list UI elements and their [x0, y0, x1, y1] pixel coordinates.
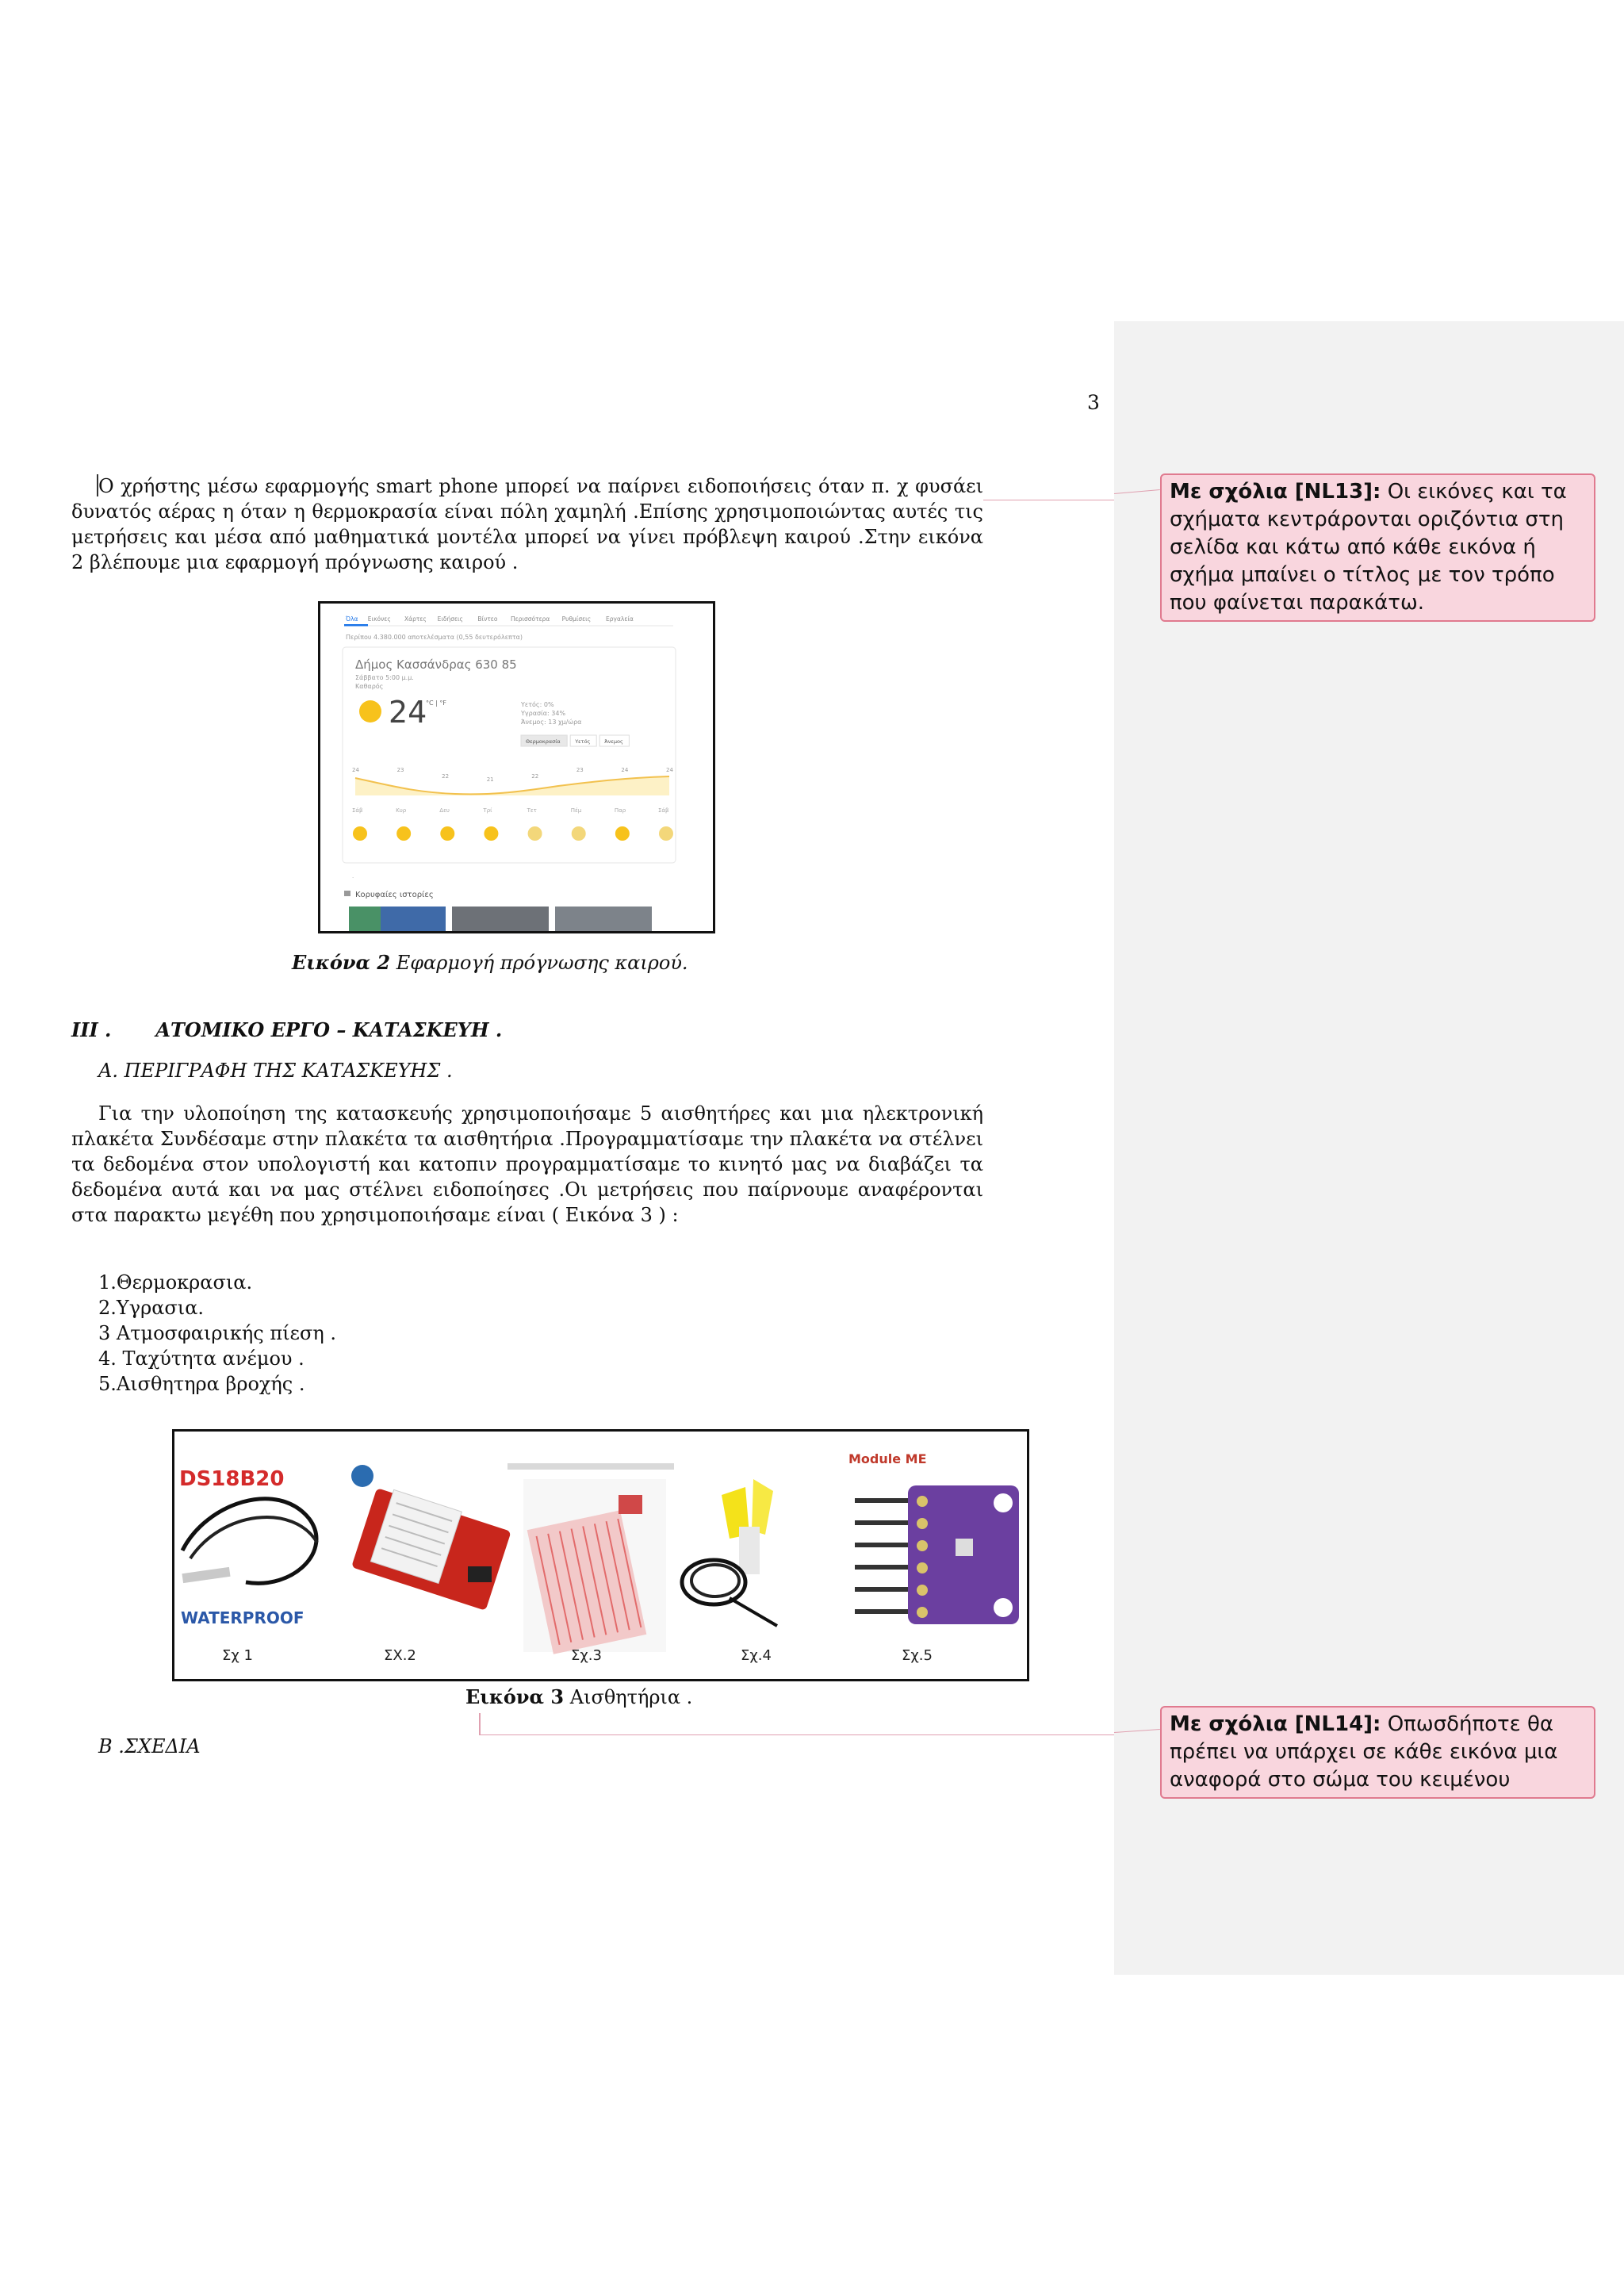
- search-tab[interactable]: Βίντεο: [477, 615, 498, 623]
- sensor-label-5: Σχ.5: [902, 1647, 933, 1664]
- figure-2-caption-text: Εφαρμογή πρόγνωσης καιρού.: [390, 952, 688, 974]
- measurement-list: [98, 1270, 336, 1397]
- sensor-label-4: Σχ.4: [741, 1647, 772, 1664]
- figure-3-image[interactable]: [172, 1429, 1029, 1681]
- forecast-value: 24: [352, 767, 359, 773]
- search-tab[interactable]: Εικόνες: [367, 615, 391, 623]
- forecast-value: 23: [396, 767, 404, 773]
- ds18b20-brand-label: DS18B20: [179, 1467, 285, 1491]
- forecast-sun-icon: [353, 826, 367, 841]
- forecast-sun-icon: [528, 826, 542, 841]
- forecast-value: 24: [621, 767, 629, 773]
- weather-location: Δήμος Κασσάνδρας 630 85: [355, 657, 517, 672]
- page-number: 3: [1087, 391, 1100, 414]
- svg-text:·: ·: [352, 875, 354, 881]
- weather-widget: [320, 604, 713, 931]
- paragraph-construction[interactable]: Για την υλοποίηση της κατασκευής χρησιμοποιήσαμε 5 αισθητήρες και μια ηλεκτρονική πλακέτα Συνδέσαμε στην πλακέτα τα αισθητήρια .Προγραμματίσαμε την πλακέτα να στέλνει τα δεδομένα στον υπολογιστή και κατοπιν προγραμματίσαμε το κινητό μας να διαβάζει τα δεδομένα αυτά και να μας στέλνει ειδοποίησες .Οι μετρήσεις που παίρνουμε αναφέρονται στα παρακτω μεγέθη που χρησιμοποιήσαμε είναι ( Εικόνα 3 ) :: [71, 1102, 983, 1226]
- comment-text: Οπωσδήποτε θα πρέπει να υπάρχει σε κάθε εικόνα μια αναφορά στο σώμα του κειμένου: [1170, 1712, 1558, 1792]
- forecast-sun-icon: [615, 826, 630, 841]
- list-item: 1.Θερμοκρασια.: [98, 1271, 253, 1294]
- weather-precipitation: Υετός: 0%: [521, 701, 554, 708]
- sensor-label-1: Σχ 1: [222, 1647, 253, 1664]
- sun-icon: [359, 700, 381, 723]
- forecast-value: 24: [666, 767, 673, 773]
- comment-author: Με σχόλια [NL14]:: [1170, 1712, 1381, 1736]
- module-brand-label: Module ME: [848, 1451, 927, 1466]
- forecast-sun-icon: [659, 826, 673, 841]
- weather-condition: Καθαρός: [355, 683, 384, 690]
- forecast-value: 22: [442, 773, 450, 780]
- forecast-day[interactable]: Παρ: [614, 807, 626, 814]
- subsection-b-heading: Β .ΣΧΕΔΙΑ: [98, 1735, 201, 1757]
- figure-3-caption-label: Εικόνα 3: [465, 1685, 565, 1708]
- search-tab[interactable]: Όλα: [346, 615, 358, 623]
- forecast-sun-icon: [484, 826, 498, 841]
- section-numeral: ΙΙΙ .: [71, 1018, 112, 1041]
- section-title: ΑΤΟΜΙΚΟ ΕΡΓΟ – ΚΑΤΑΣΚΕΥΗ .: [155, 1018, 503, 1041]
- forecast-day[interactable]: Κυρ: [396, 807, 407, 814]
- weather-mode-label: Θερμοκρασία: [526, 738, 561, 745]
- list-item: 4. Ταχύτητα ανέμου .: [98, 1347, 304, 1370]
- sensor-label-3: Σχ.3: [571, 1647, 602, 1664]
- forecast-day[interactable]: Τετ: [527, 807, 537, 814]
- weather-mode-label: Άνεμος: [604, 738, 623, 745]
- section-heading: [71, 1018, 502, 1041]
- comment-nl13[interactable]: [1160, 473, 1595, 622]
- list-item: 5.Αισθητηρα βροχής .: [98, 1373, 305, 1395]
- forecast-value: 22: [531, 773, 539, 780]
- figure-3-caption: [465, 1685, 692, 1708]
- search-tab[interactable]: Εργαλεία: [606, 615, 634, 623]
- comment-text: Οι εικόνες και τα σχήματα κεντράρονται οριζόντια στη σελίδα και κάτω από κάθε εικόνα ή σχήμα μπαίνει ο τίτλος με τον τρόπο που φαίνεται παρακάτω.: [1170, 480, 1567, 615]
- weather-temperature: 24: [389, 695, 427, 730]
- weather-time: Σάββατο 5:00 μ.μ.: [355, 674, 414, 681]
- sensors-collage: [174, 1432, 1027, 1679]
- comment-nl14[interactable]: [1160, 1706, 1595, 1799]
- search-tab[interactable]: Περισσότερα: [511, 615, 550, 623]
- weather-humidity: Υγρασία: 34%: [521, 710, 566, 717]
- paragraph-intro[interactable]: Ο χρήστης μέσω εφαρμογής smart phone μπορεί να παίρνει ειδοποιήσεις όταν π. χ φυσάει δυνατός αέρας η όταν η θερμοκρασία είναι πόλη χαμηλή .Επίσης χρησιμοποιώντας αυτές τις μετρήσεις και μέσα από μαθηματικά μοντέλα μπορεί να γίνει πρόβλεψη καιρού .Στην εικόνα 2 βλέπουμε μια εφαρμογή πρόγνωσης καιρού .: [71, 475, 983, 573]
- forecast-sun-icon: [396, 826, 411, 841]
- top-stories-label: Κορυφαίες ιστορίες: [355, 891, 434, 899]
- figure-2-caption-label: Εικόνα 2: [292, 951, 391, 974]
- search-tab[interactable]: Ρυθμίσεις: [561, 615, 592, 623]
- search-tab[interactable]: Ειδήσεις: [437, 615, 463, 623]
- forecast-day[interactable]: Τρί: [483, 807, 492, 814]
- subsection-a-heading: Α. ΠΕΡΙΓΡΑΦΗ ΤΗΣ ΚΑΤΑΣΚΕΥΗΣ .: [98, 1060, 453, 1082]
- list-item: 3 Ατμοσφαιρικής πίεση .: [98, 1322, 336, 1344]
- comment-author: Με σχόλια [NL13]:: [1170, 480, 1381, 504]
- figure-2-caption: [292, 951, 688, 974]
- search-tab[interactable]: Χάρτες: [404, 615, 427, 623]
- comment-connector-2: [479, 1734, 1114, 1735]
- forecast-value: 23: [576, 767, 584, 773]
- forecast-value: 21: [486, 776, 494, 783]
- forecast-day[interactable]: Σάβ: [352, 807, 363, 814]
- sensor-label-2: ΣΧ.2: [384, 1647, 416, 1664]
- search-results-count: Περίπου 4.380.000 αποτελέσματα (0,55 δευτερόλεπτα): [346, 634, 523, 641]
- rain-sensor: [508, 1463, 674, 1654]
- figure-3-caption-text: Αισθητήρια .: [564, 1686, 693, 1708]
- forecast-day[interactable]: Δευ: [439, 807, 450, 814]
- forecast-sun-icon: [572, 826, 586, 841]
- comment-anchor-2: [479, 1713, 481, 1734]
- forecast-day[interactable]: Σάβ: [658, 807, 669, 814]
- waterproof-brand-label: WATERPROOF: [181, 1608, 304, 1627]
- weather-unit-toggle: °C | °F: [426, 700, 446, 707]
- forecast-sun-icon: [440, 826, 454, 841]
- figure-2-image[interactable]: [318, 601, 715, 933]
- weather-mode-label: Υετός: [575, 738, 591, 745]
- list-item: 2.Υγρασια.: [98, 1297, 205, 1319]
- forecast-day[interactable]: Πέμ: [570, 807, 582, 814]
- weather-wind: Άνεμος: 13 χμ/ώρα: [521, 719, 582, 726]
